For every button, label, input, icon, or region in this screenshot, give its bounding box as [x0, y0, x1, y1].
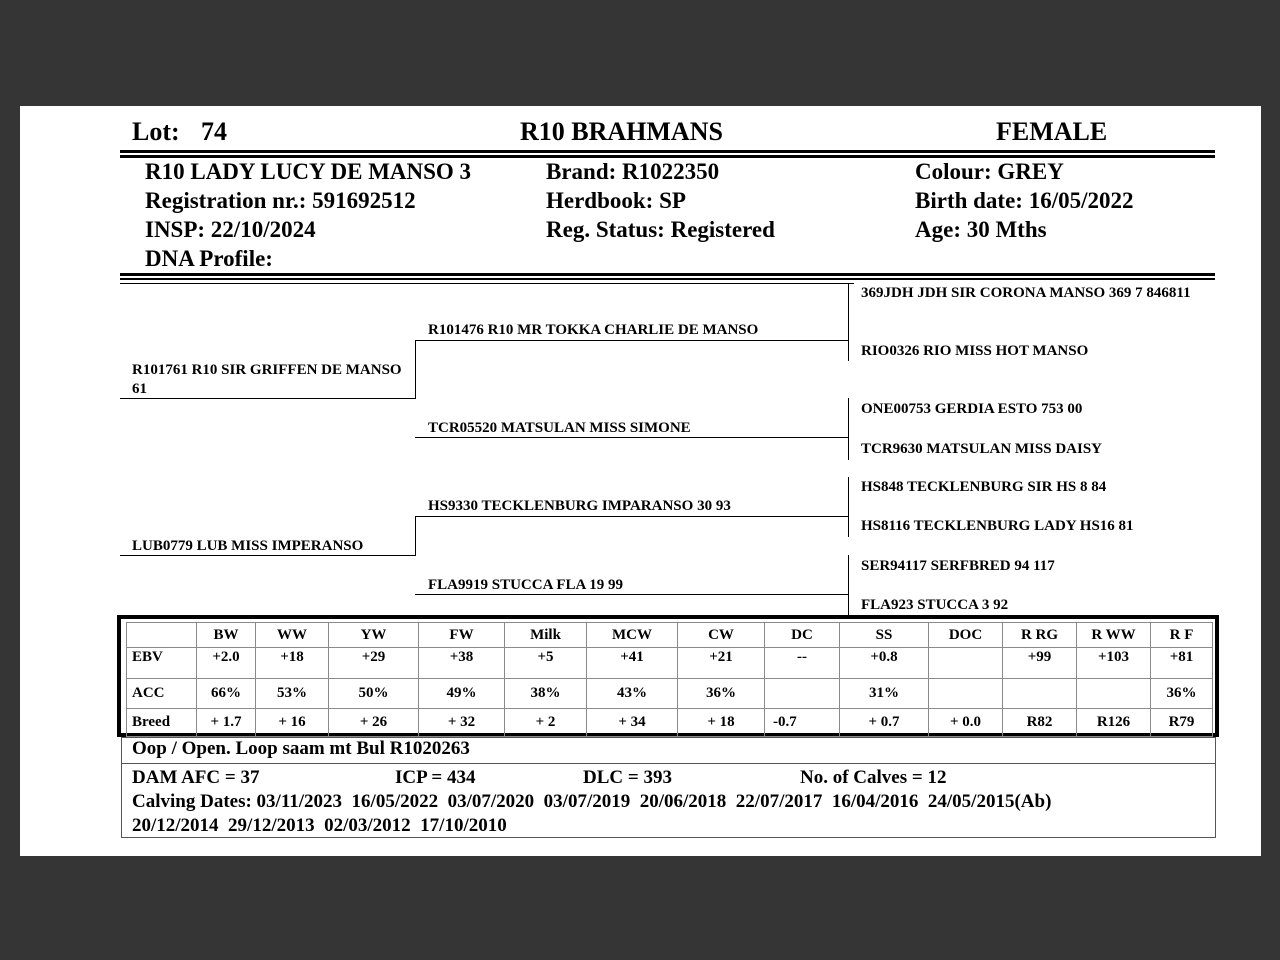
- ebv-header-cell: SS: [840, 623, 929, 648]
- ggp-4: TCR9630 MATSULAN MISS DAISY: [861, 441, 1103, 457]
- ggp-3: ONE00753 GERDIA ESTO 753 00: [861, 401, 1083, 417]
- sex-label: FEMALE: [996, 117, 1108, 146]
- dna-profile: DNA Profile:: [145, 246, 273, 271]
- ebv-cell: +18: [256, 648, 329, 679]
- ggp-7: SER94117 SERFBRED 94 117: [861, 558, 1055, 574]
- acc-cell: [1003, 679, 1077, 709]
- ggp-6: HS8116 TECKLENBURG LADY HS16 81: [861, 518, 1134, 534]
- ebv-header-row: [127, 623, 1213, 648]
- insp-date: INSP: 22/10/2024: [145, 217, 316, 242]
- breed-row: [127, 709, 1213, 737]
- acc-row: [127, 679, 1213, 709]
- ebv-row: [127, 648, 1213, 679]
- ggp-2: RIO0326 RIO MISS HOT MANSO: [861, 343, 1089, 359]
- remarks-divider: [121, 763, 1215, 764]
- ggp-connector-1: [848, 283, 849, 361]
- ebv-cell: --: [765, 648, 840, 679]
- dam-sire-line: [415, 516, 849, 517]
- breed-cell: -0.7: [765, 709, 840, 737]
- brand: Brand: R1022350: [546, 159, 720, 184]
- breed-cell: + 34: [587, 709, 678, 737]
- acc-cell: 50%: [329, 679, 419, 709]
- ebv-cell: +0.8: [840, 648, 929, 679]
- ebv-header-cell: BW: [197, 623, 256, 648]
- ebv-row-label: EBV: [127, 648, 197, 679]
- sire-name: R101761 R10 SIR GRIFFEN DE MANSO 61: [132, 362, 402, 397]
- breed-row-label: Breed: [127, 709, 197, 737]
- dam-connector: [415, 516, 416, 556]
- acc-cell: 66%: [197, 679, 256, 709]
- ebv-header-cell: CW: [678, 623, 765, 648]
- ebv-cell: +99: [1003, 648, 1077, 679]
- breed-cell: + 18: [678, 709, 765, 737]
- ebv-header-cell: DOC: [929, 623, 1003, 648]
- acc-row-label: ACC: [127, 679, 197, 709]
- breed-cell: R82: [1003, 709, 1077, 737]
- ebv-cell: [929, 648, 1003, 679]
- registration-number: Registration nr.: 591692512: [145, 188, 416, 213]
- reg-status: Reg. Status: Registered: [546, 217, 775, 242]
- ebv-header-cell: YW: [329, 623, 419, 648]
- acc-cell: 43%: [587, 679, 678, 709]
- ebv-frame-right: [1215, 615, 1219, 737]
- acc-cell: 49%: [419, 679, 505, 709]
- ebv-header-cell: MCW: [587, 623, 678, 648]
- herdbook: Herdbook: SP: [546, 188, 686, 213]
- ebv-table: [126, 622, 1213, 737]
- header-rule-2: [120, 155, 1215, 158]
- breed-cell: R79: [1151, 709, 1213, 737]
- ebv-frame-top: [117, 615, 1219, 619]
- ebv-header-cell: R RG: [1003, 623, 1077, 648]
- breed-cell: + 0.0: [929, 709, 1003, 737]
- acc-cell: 38%: [505, 679, 587, 709]
- calving-dates-line-2: 20/12/2014 29/12/2013 02/03/2012 17/10/2010: [132, 815, 507, 836]
- ggp-connector-4: [848, 555, 849, 619]
- ebv-header-cell: R F: [1151, 623, 1213, 648]
- breed-cell: + 16: [256, 709, 329, 737]
- breed-cell: R126: [1077, 709, 1151, 737]
- ggp-8: FLA923 STUCCA 3 92: [861, 597, 1009, 613]
- calving-dates-line-1: Calving Dates: 03/11/2023 16/05/2022 03/07/2020 03/07/2019 20/06/2018 22/07/2017 16/04/2016 24/05/2015(Ab): [132, 791, 1052, 812]
- remark-text: Oop / Open. Loop saam mt Bul R1020263: [132, 738, 470, 759]
- birth-date: Birth date: 16/05/2022: [915, 188, 1134, 213]
- acc-cell: [929, 679, 1003, 709]
- pedigree-top-line: [120, 283, 854, 284]
- dam-dam-name: FLA9919 STUCCA FLA 19 99: [428, 577, 624, 593]
- ebv-cell: +41: [587, 648, 678, 679]
- lot-number: 74: [201, 117, 227, 146]
- breed-cell: + 1.7: [197, 709, 256, 737]
- ebv-header-cell: Milk: [505, 623, 587, 648]
- acc-cell: 53%: [256, 679, 329, 709]
- ebv-header-cell: DC: [765, 623, 840, 648]
- dam-name: LUB0779 LUB MISS IMPERANSO: [132, 538, 364, 554]
- ebv-cell: +29: [329, 648, 419, 679]
- ebv-cell: +21: [678, 648, 765, 679]
- acc-cell: [765, 679, 840, 709]
- ebv-header-cell: [127, 623, 197, 648]
- info-rule-1: [120, 273, 1215, 276]
- ebv-header-cell: R WW: [1077, 623, 1151, 648]
- ebv-cell: +2.0: [197, 648, 256, 679]
- header-rule-1: [120, 150, 1215, 153]
- ebv-cell: +103: [1077, 648, 1151, 679]
- breed-cell: + 0.7: [840, 709, 929, 737]
- breed-cell: + 2: [505, 709, 587, 737]
- breed-cell: + 26: [329, 709, 419, 737]
- ebv-header-cell: FW: [419, 623, 505, 648]
- breeder-name: R10 BRAHMANS: [520, 117, 723, 146]
- ebv-cell: +38: [419, 648, 505, 679]
- colour: Colour: GREY: [915, 159, 1064, 184]
- age: Age: 30 Mths: [915, 217, 1047, 242]
- lot-label: Lot:: [132, 117, 180, 146]
- ggp-1: 369JDH JDH SIR CORONA MANSO 369 7 846811: [861, 285, 1191, 301]
- dlc-value: DLC = 393: [583, 767, 672, 788]
- ggp-connector-3: [848, 477, 849, 537]
- ebv-header-cell: WW: [256, 623, 329, 648]
- dam-afc: DAM AFC = 37: [132, 767, 260, 788]
- number-of-calves: No. of Calves = 12: [800, 767, 947, 788]
- ggp-5: HS848 TECKLENBURG SIR HS 8 84: [861, 479, 1107, 495]
- sire-sire-name: R101476 R10 MR TOKKA CHARLIE DE MANSO: [428, 322, 759, 338]
- info-rule-2: [120, 278, 1215, 280]
- acc-cell: [1077, 679, 1151, 709]
- acc-cell: 31%: [840, 679, 929, 709]
- sire-dam-name: TCR05520 MATSULAN MISS SIMONE: [428, 420, 691, 436]
- ebv-cell: +81: [1151, 648, 1213, 679]
- breed-cell: + 32: [419, 709, 505, 737]
- sire-sire-line: [415, 340, 849, 341]
- animal-name: R10 LADY LUCY DE MANSO 3: [145, 159, 472, 184]
- sire-connector: [415, 340, 416, 399]
- icp-value: ICP = 434: [395, 767, 476, 788]
- acc-cell: 36%: [678, 679, 765, 709]
- dam-sire-name: HS9330 TECKLENBURG IMPARANSO 30 93: [428, 498, 731, 514]
- ggp-connector-2: [848, 398, 849, 460]
- ebv-frame-left: [117, 615, 121, 737]
- acc-cell: 36%: [1151, 679, 1213, 709]
- ebv-cell: +5: [505, 648, 587, 679]
